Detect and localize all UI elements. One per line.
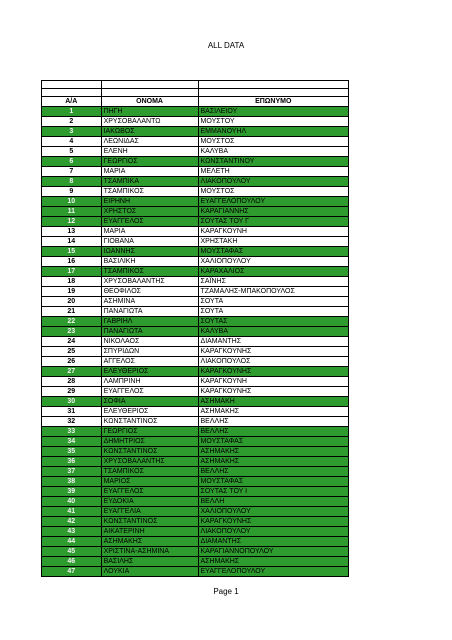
surname-cell: ΣΟΥΤΑΣ ΤΟΥ Γ	[198, 217, 348, 227]
row-number-cell: 14	[42, 237, 102, 247]
name-cell: ΤΣΑΜΠΙΚΑ	[101, 177, 198, 187]
table-row	[42, 177, 349, 187]
table-row	[42, 147, 349, 157]
name-cell: ΕΥΔΟΚΙΑ	[101, 497, 198, 507]
table-row	[42, 277, 349, 287]
row-number-cell: 32	[42, 417, 102, 427]
row-number-cell: 41	[42, 507, 102, 517]
surname-cell: ΕΥΑΓΓΕΛΟΠΟΥΛΟΥ	[198, 197, 348, 207]
name-cell: ΧΡΥΣΟΒΑΛΑΝΤΗΣ	[101, 457, 198, 467]
table-row	[42, 497, 349, 507]
name-cell: ΒΑΣΙΛΗΣ	[101, 557, 198, 567]
table-row	[42, 427, 349, 437]
table-row	[42, 167, 349, 177]
surname-cell: ΚΑΡΑΓΙΑΝΝΗΣ	[198, 207, 348, 217]
blank-cell	[198, 81, 348, 89]
table-row	[42, 387, 349, 397]
name-cell: ΕΥΑΓΓΕΛΟΣ	[101, 217, 198, 227]
surname-cell: ΣΟΥΤΑΣ	[198, 317, 348, 327]
row-number-cell: 35	[42, 447, 102, 457]
name-cell: ΑΣΗΜΙΝΑ	[101, 297, 198, 307]
table-row	[42, 437, 349, 447]
surname-cell: ΒΑΣΙΛΕΙΟΥ	[198, 107, 348, 117]
table-row	[42, 307, 349, 317]
surname-cell: ΕΜΜΑΝΟΥΗΛ	[198, 127, 348, 137]
name-cell: ΕΛΕΝΗ	[101, 147, 198, 157]
surname-cell: ΚΑΡΑΓΚΟΥΝΗ	[198, 377, 348, 387]
blank-cell	[42, 89, 102, 97]
name-cell: ΜΑΡΙΑ	[101, 227, 198, 237]
name-cell: ΛΕΩΝΙΔΑΣ	[101, 137, 198, 147]
name-cell: ΠΗΓΗ	[101, 107, 198, 117]
row-number-cell: 1	[42, 107, 102, 117]
row-number-cell: 4	[42, 137, 102, 147]
page-number: Page 1	[213, 587, 239, 596]
surname-cell: ΣΟΥΤΑ	[198, 307, 348, 317]
table-row	[42, 537, 349, 547]
surname-cell: ΤΖΑΜΑΛΗΣ-ΜΠΑΚΟΠΟΥΛΟΣ	[198, 287, 348, 297]
name-cell: ΛΟΥΚΙΑ	[101, 567, 198, 577]
surname-cell: ΧΑΛΙΟΠΟΥΛΟΥ	[198, 257, 348, 267]
surname-cell: ΑΣΗΜΑΚΗΣ	[198, 557, 348, 567]
header-name: ΟΝΟΜΑ	[101, 97, 198, 107]
row-number-cell: 30	[42, 397, 102, 407]
table-row	[42, 567, 349, 577]
surname-cell: ΑΣΗΜΑΚΗ	[198, 397, 348, 407]
surname-cell: ΚΑΡΑΓΚΟΥΝΗΣ	[198, 367, 348, 377]
name-cell: ΤΣΑΜΠΙΚΟΣ	[101, 187, 198, 197]
surname-cell: ΑΣΗΜΑΚΗΣ	[198, 457, 348, 467]
surname-cell: ΚΑΡΑΧΑΛΙΟΣ	[198, 267, 348, 277]
name-cell: ΧΡΥΣΟΒΑΛΑΝΤΩ	[101, 117, 198, 127]
table-row	[42, 237, 349, 247]
surname-cell: ΣΑΪΝΗΣ	[198, 277, 348, 287]
name-cell: ΕΥΑΓΓΕΛΟΣ	[101, 387, 198, 397]
blank-row	[42, 81, 349, 89]
row-number-cell: 38	[42, 477, 102, 487]
name-cell: ΓΕΩΡΓΙΟΣ	[101, 427, 198, 437]
row-number-cell: 46	[42, 557, 102, 567]
row-number-cell: 27	[42, 367, 102, 377]
row-number-cell: 43	[42, 527, 102, 537]
name-cell: ΤΣΑΜΠΙΚΟΣ	[101, 467, 198, 477]
name-cell: ΑΓΓΕΛΟΣ	[101, 357, 198, 367]
name-cell: ΑΣΗΜΑΚΗΣ	[101, 537, 198, 547]
row-number-cell: 37	[42, 467, 102, 477]
row-number-cell: 24	[42, 337, 102, 347]
row-number-cell: 16	[42, 257, 102, 267]
table-row	[42, 397, 349, 407]
surname-cell: ΧΡΗΣΤΑΚΗ	[198, 237, 348, 247]
table-row	[42, 407, 349, 417]
name-cell: ΧΡΥΣΟΒΑΛΑΝΤΗΣ	[101, 277, 198, 287]
surname-cell: ΚΑΡΑΓΙΑΝΝΟΠΟΥΛΟΥ	[198, 547, 348, 557]
row-number-cell: 25	[42, 347, 102, 357]
blank-row	[42, 89, 349, 97]
surname-cell: ΜΕΛΕΤΗ	[198, 167, 348, 177]
surname-cell: ΚΑΡΑΓΚΟΥΝΗ	[198, 227, 348, 237]
surname-cell: ΜΟΥΣΤΟΣ	[198, 187, 348, 197]
row-number-cell: 44	[42, 537, 102, 547]
name-cell: ΓΙΟΒΑΝΑ	[101, 237, 198, 247]
table-row	[42, 347, 349, 357]
table-row	[42, 377, 349, 387]
surname-cell: ΛΙΑΚΟΠΟΥΛΟΥ	[198, 527, 348, 537]
table-header-row	[42, 97, 349, 107]
name-cell: ΚΩΝΣΤΑΝΤΙΝΟΣ	[101, 447, 198, 457]
row-number-cell: 2	[42, 117, 102, 127]
row-number-cell: 34	[42, 437, 102, 447]
surname-cell: ΑΣΗΜΑΚΗΣ	[198, 447, 348, 457]
row-number-cell: 26	[42, 357, 102, 367]
row-number-cell: 11	[42, 207, 102, 217]
name-cell: ΘΕΟΦΙΛΟΣ	[101, 287, 198, 297]
surname-cell: ΜΟΥΣΤΑΦΑΣ	[198, 437, 348, 447]
table-row	[42, 477, 349, 487]
row-number-cell: 42	[42, 517, 102, 527]
surname-cell: ΒΕΛΛΗΣ	[198, 467, 348, 477]
name-cell: ΣΠΥΡΙΔΩΝ	[101, 347, 198, 357]
row-number-cell: 6	[42, 157, 102, 167]
row-number-cell: 3	[42, 127, 102, 137]
table-row	[42, 417, 349, 427]
row-number-cell: 21	[42, 307, 102, 317]
surname-cell: ΕΥΑΓΓΕΛΟΠΟΥΛΟΥ	[198, 567, 348, 577]
surname-cell: ΚΑΡΑΓΚΟΥΝΗΣ	[198, 387, 348, 397]
surname-cell: ΒΕΛΛΗΣ	[198, 427, 348, 437]
surname-cell: ΜΟΥΣΤΟΥ	[198, 117, 348, 127]
name-cell: ΓΕΩΡΓΙΟΣ	[101, 157, 198, 167]
table-row	[42, 297, 349, 307]
name-cell: ΕΛΕΥΘΕΡΙΟΣ	[101, 367, 198, 377]
blank-cell	[101, 81, 198, 89]
name-cell: ΚΩΝΣΤΑΝΤΙΝΟΣ	[101, 417, 198, 427]
row-number-cell: 40	[42, 497, 102, 507]
name-cell: ΧΡΗΣΤΟΣ	[101, 207, 198, 217]
table-row	[42, 287, 349, 297]
name-cell: ΠΑΝΑΓΙΩΤΑ	[101, 307, 198, 317]
surname-cell: ΜΟΥΣΤΑΦΑΣ	[198, 477, 348, 487]
surname-cell: ΜΟΥΣΤΑΦΑΣ	[198, 247, 348, 257]
row-number-cell: 7	[42, 167, 102, 177]
name-cell: ΒΑΣΙΛΙΚΗ	[101, 257, 198, 267]
surname-cell: ΚΑΛΥΒΑ	[198, 327, 348, 337]
table-row	[42, 267, 349, 277]
surname-cell: ΔΙΑΜΑΝΤΗΣ	[198, 537, 348, 547]
row-number-cell: 13	[42, 227, 102, 237]
row-number-cell: 23	[42, 327, 102, 337]
surname-cell: ΛΙΑΚΟΠΟΥΛΟΥ	[198, 177, 348, 187]
table-row	[42, 257, 349, 267]
row-number-cell: 31	[42, 407, 102, 417]
table-row	[42, 467, 349, 477]
name-cell: ΧΡΙΣΤΙΝΑ-ΑΣΗΜΙΝΑ	[101, 547, 198, 557]
table-row	[42, 197, 349, 207]
name-cell: ΣΟΦΙΑ	[101, 397, 198, 407]
table-row	[42, 487, 349, 497]
surname-cell: ΚΑΛΥΒΑ	[198, 147, 348, 157]
row-number-cell: 9	[42, 187, 102, 197]
surname-cell: ΔΙΑΜΑΝΤΗΣ	[198, 337, 348, 347]
table-row	[42, 187, 349, 197]
row-number-cell: 17	[42, 267, 102, 277]
header-surname: ΕΠΩΝΥΜΟ	[198, 97, 348, 107]
table-row	[42, 157, 349, 167]
name-cell: ΑΙΚΑΤΕΡΙΝΗ	[101, 527, 198, 537]
name-cell: ΓΑΒΡΙΗΛ	[101, 317, 198, 327]
name-cell: ΤΣΑΜΠΙΚΟΣ	[101, 267, 198, 277]
table-row	[42, 507, 349, 517]
row-number-cell: 12	[42, 217, 102, 227]
table-row	[42, 217, 349, 227]
surname-cell: ΚΩΝΣΤΑΝΤΙΝΟΥ	[198, 157, 348, 167]
table-row	[42, 227, 349, 237]
table-row	[42, 367, 349, 377]
table-row	[42, 137, 349, 147]
row-number-cell: 39	[42, 487, 102, 497]
name-cell: ΠΑΝΑΓΙΩΤΑ	[101, 327, 198, 337]
table-body	[42, 81, 349, 577]
blank-cell	[198, 89, 348, 97]
table-row	[42, 337, 349, 347]
row-number-cell: 33	[42, 427, 102, 437]
row-number-cell: 36	[42, 457, 102, 467]
page-title: ALL DATA	[207, 41, 245, 50]
table-row	[42, 527, 349, 537]
surname-cell: ΛΙΑΚΟΠΟΥΛΟΣ	[198, 357, 348, 367]
surname-cell: ΣΟΥΤΑΣ ΤΟΥ Ι	[198, 487, 348, 497]
row-number-cell: 45	[42, 547, 102, 557]
table-row	[42, 327, 349, 337]
row-number-cell: 15	[42, 247, 102, 257]
row-number-cell: 28	[42, 377, 102, 387]
table-row	[42, 517, 349, 527]
row-number-cell: 47	[42, 567, 102, 577]
table-row	[42, 207, 349, 217]
blank-cell	[101, 89, 198, 97]
table-row	[42, 107, 349, 117]
table-row	[42, 457, 349, 467]
surname-cell: ΚΑΡΑΓΚΟΥΝΗΣ	[198, 347, 348, 357]
row-number-cell: 5	[42, 147, 102, 157]
table-row	[42, 117, 349, 127]
name-cell: ΕΛΕΥΘΕΡΙΟΣ	[101, 407, 198, 417]
table-row	[42, 127, 349, 137]
surname-cell: ΚΑΡΑΓΚΟΥΝΗΣ	[198, 517, 348, 527]
table-row	[42, 447, 349, 457]
name-cell: ΜΑΡΙΟΣ	[101, 477, 198, 487]
data-table	[41, 80, 349, 577]
surname-cell: ΧΑΛΙΟΠΟΥΛΟΥ	[198, 507, 348, 517]
table-row	[42, 247, 349, 257]
row-number-cell: 22	[42, 317, 102, 327]
name-cell: ΙΩΑΝΝΗΣ	[101, 247, 198, 257]
row-number-cell: 19	[42, 287, 102, 297]
name-cell: ΝΙΚΟΛΑΟΣ	[101, 337, 198, 347]
table-row	[42, 317, 349, 327]
surname-cell: ΑΣΗΜΑΚΗΣ	[198, 407, 348, 417]
name-cell: ΕΙΡΗΝΗ	[101, 197, 198, 207]
table-row	[42, 557, 349, 567]
surname-cell: ΣΟΥΤΑ	[198, 297, 348, 307]
row-number-cell: 20	[42, 297, 102, 307]
surname-cell: ΒΕΛΛΗ	[198, 497, 348, 507]
name-cell: ΙΑΚΩΒΟΣ	[101, 127, 198, 137]
table-row	[42, 547, 349, 557]
name-cell: ΚΩΝΣΤΑΝΤΙΝΟΣ	[101, 517, 198, 527]
surname-cell: ΜΟΥΣΤΟΣ	[198, 137, 348, 147]
name-cell: ΛΑΜΠΡΙΝΗ	[101, 377, 198, 387]
header-aa: Α/Α	[42, 97, 102, 107]
row-number-cell: 18	[42, 277, 102, 287]
name-cell: ΕΥΑΓΓΕΛΙΑ	[101, 507, 198, 517]
blank-cell	[42, 81, 102, 89]
name-cell: ΜΑΡΙΑ	[101, 167, 198, 177]
surname-cell: ΒΕΛΛΗΣ	[198, 417, 348, 427]
row-number-cell: 29	[42, 387, 102, 397]
row-number-cell: 8	[42, 177, 102, 187]
table-row	[42, 357, 349, 367]
row-number-cell: 10	[42, 197, 102, 207]
name-cell: ΔΗΜΗΤΡΙΟΣ	[101, 437, 198, 447]
name-cell: ΕΥΑΓΓΕΛΟΣ	[101, 487, 198, 497]
